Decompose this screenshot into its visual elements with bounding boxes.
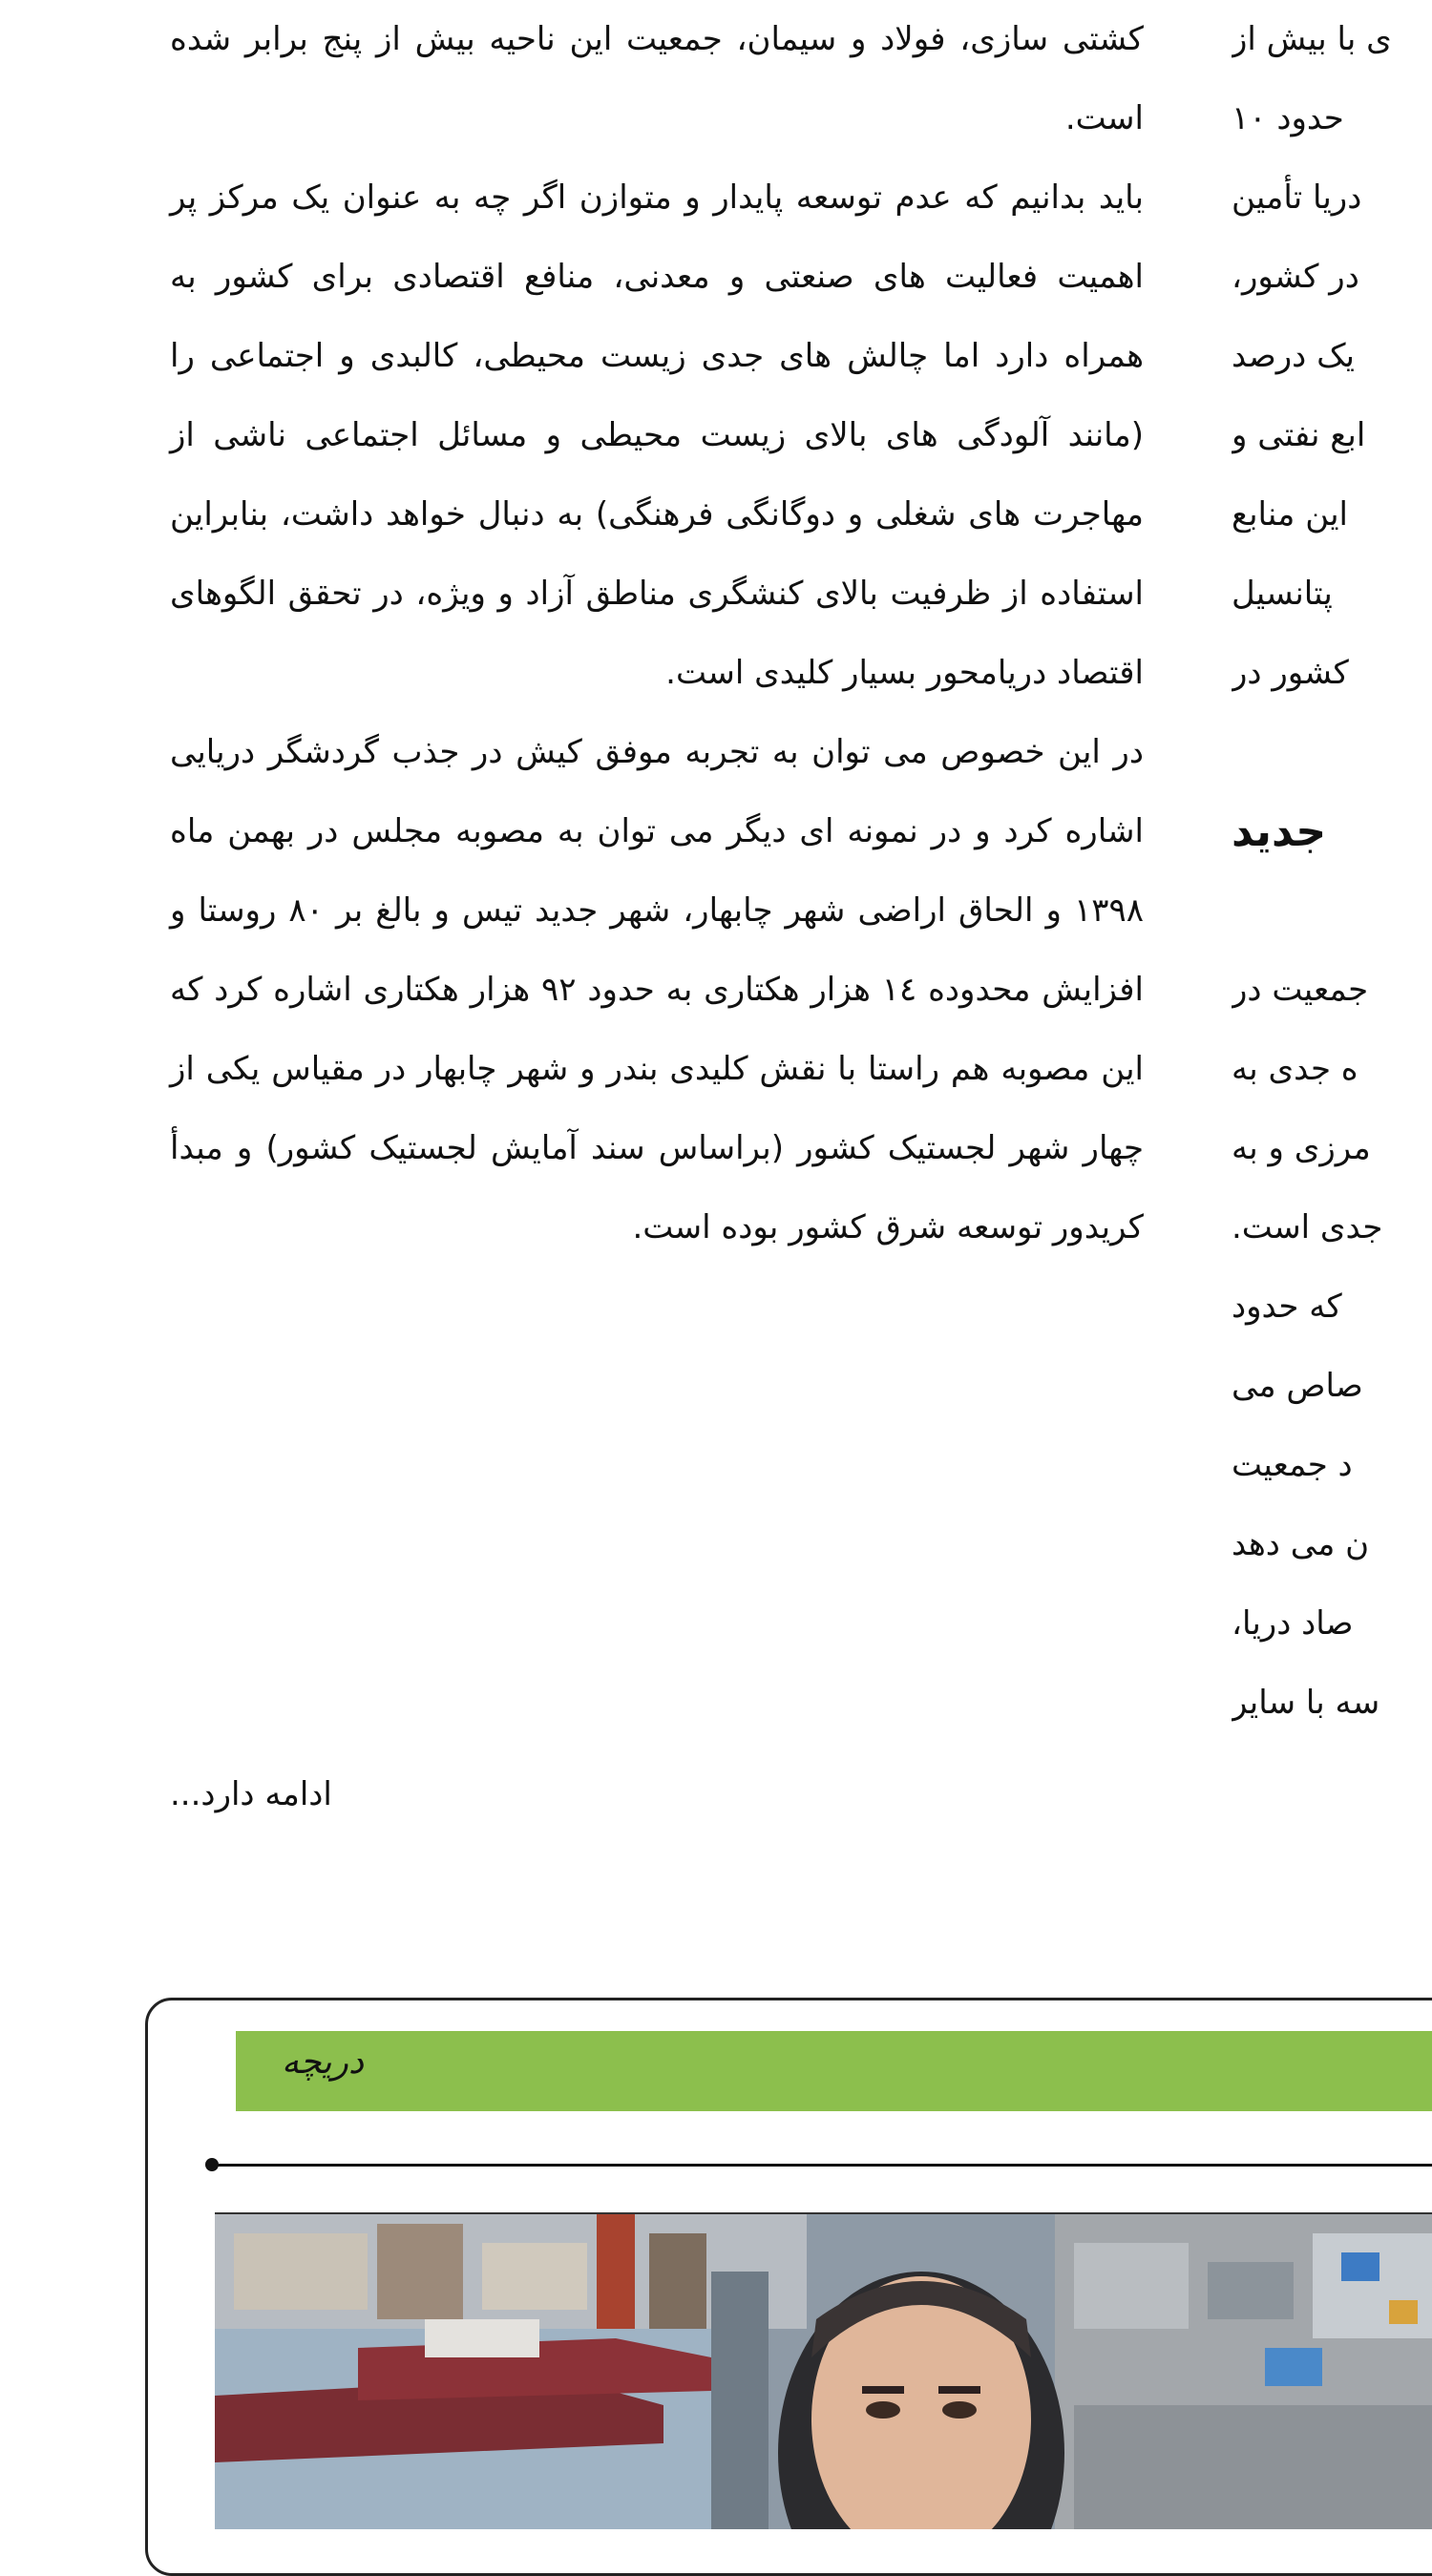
right-line: صاد دریا، xyxy=(1232,1604,1354,1643)
paragraph-1: کشتی سازی، فولاد و سیمان، جمعیت این ناحیه بیش از پنج برابر شده است. xyxy=(170,20,1144,137)
continued-note: ادامه دارد... xyxy=(170,1775,332,1813)
right-line: یک درصد xyxy=(1232,337,1355,375)
right-line: مرزی و به xyxy=(1232,1129,1371,1167)
right-line: جدی است. xyxy=(1232,1208,1383,1246)
box-title-bar xyxy=(215,2031,1432,2111)
right-line: در کشور، xyxy=(1232,258,1359,296)
box-title: دریچه xyxy=(282,2042,364,2082)
harbor-photo xyxy=(215,2212,1432,2529)
right-line: د جمعیت xyxy=(1232,1446,1353,1484)
section-heading: جدید xyxy=(1232,807,1327,856)
right-line: صاص می xyxy=(1232,1367,1363,1405)
right-line: دریا تأمین xyxy=(1232,178,1362,217)
title-bar-notch xyxy=(215,2031,240,2111)
right-line: که حدود xyxy=(1232,1288,1342,1326)
spacer xyxy=(1232,871,1432,951)
paragraph-2: باید بدانیم که عدم توسعه پایدار و متوازن اگر چه به عنوان یک مرکز پر اهمیت فعالیت های صنعتی و معدنی، منافع اقتصادی برای کشور به همراه دارد اما چالش های جدی زیست محیطی، کالبدی و اجتماعی را (مانند آلودگی های بالای زیست محیطی و مسائل اجتماعی ناشی از مهاجرت های شغلی و دوگانگی فرهنگی) به دنبال خواهد داشت، بنابراین استفاده از ظرفیت بالای کنشگری مناطق آزاد و ویژه، در تحقق الگوهای اقتصاد دریامحور بسیار کلیدی است. xyxy=(170,178,1144,692)
divider-dot xyxy=(205,2158,219,2171)
right-article-column xyxy=(1232,0,1432,1743)
right-line: حدود ۱۰ xyxy=(1232,99,1344,137)
main-article-column xyxy=(170,0,1144,1267)
right-line: کشور در xyxy=(1232,654,1349,692)
right-line: این منابع xyxy=(1232,495,1348,534)
right-line: پتانسیل xyxy=(1232,575,1333,613)
divider-rule xyxy=(212,2164,1432,2167)
right-line: ه جدی به xyxy=(1232,1050,1358,1088)
right-line: ن می دهد xyxy=(1232,1525,1370,1563)
right-line: ی با بیش از xyxy=(1232,20,1392,58)
right-line: ابع نفتی و xyxy=(1232,416,1366,454)
paragraph-3: در این خصوص می توان به تجربه موفق کیش در جذب گردشگر دریایی اشاره کرد و در نمونه ای دیگر می توان به مصوبه مجلس در بهمن ماه ۱۳۹۸ و الحاق اراضی شهر چابهار، شهر جدید تیس و بالغ بر ۸۰ روستا و افزایش محدوده ۱٤ هزار هکتاری به حدود ۹۲ هزار هکتاری اشاره کرد که این مصوبه هم راستا با نقش کلیدی بندر و شهر چابهار در مقیاس یکی از چهار شهر لجستیک کشور (براساس سند آمایش لجستیک کشور) و مبدأ کریدور توسعه شرق کشور بوده است. xyxy=(170,733,1145,1246)
right-line: سه با سایر xyxy=(1232,1684,1380,1722)
photo-illustration xyxy=(215,2214,1432,2529)
right-line: جمعیت در xyxy=(1232,971,1369,1009)
spacer xyxy=(1232,713,1432,792)
